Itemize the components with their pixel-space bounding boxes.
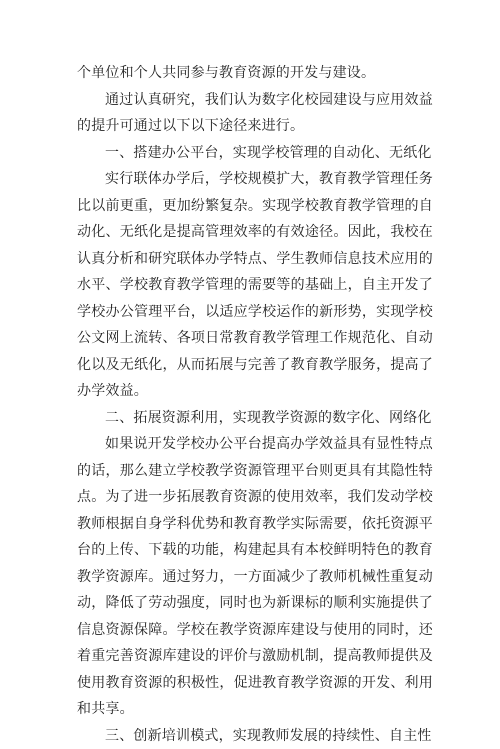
section-heading-2: 二、拓展资源利用，实现教学资源的数字化、网络化 bbox=[77, 405, 433, 432]
section-heading-3: 三、创新培训模式，实现教师发展的持续性、自主性 bbox=[77, 723, 433, 749]
paragraph-continuation: 个单位和个人共同参与教育资源的开发与建设。 bbox=[77, 60, 433, 87]
paragraph-section-2: 如果说开发学校办公平台提高办学效益具有显性特点的话，那么建立学校教学资源管理平台则更具有其隐性特点。为了进一步拓展教育资源的使用效率，我们发动学校教师根据自身学科优势和教育教学实际需要，依托资源平台的上传、下载的功能，构建起具有本校鲜明特色的教育教学资源库。通过努力，一方面减少了教师机械性重复动动，降低了劳动强度，同时也为新课标的顺利实施提供了信息资源保障。学校在教学资源库建设与使用的同时，还着重完善资源库建设的评价与激励机制，提高教师提供及使用教育资源的积极性，促进教育教学资源的开发、利用和共享。 bbox=[77, 431, 433, 723]
paragraph-section-1: 实行联体办学后，学校规模扩大，教育教学管理任务比以前更重，更加纷繁复杂。实现学校教育教学管理的自动化、无纸化是提高管理效率的有效途径。因此，我校在认真分析和研究联体办学特点、学生教师信息技术应用的水平、学校教育教学管理的需要等的基础上，自主开发了学校办公管理平台，以适应学校运作的新形势，实现学校公文网上流转、各项日常教育教学管理工作规范化、自动化以及无纸化，从而拓展与完善了教育教学服务，提高了办学效益。 bbox=[77, 166, 433, 405]
document-page bbox=[77, 60, 433, 749]
section-heading-1: 一、搭建办公平台，实现学校管理的自动化、无纸化 bbox=[77, 140, 433, 167]
paragraph-intro: 通过认真研究，我们认为数字化校园建设与应用效益的提升可通过以下以下途径来进行。 bbox=[77, 87, 433, 140]
